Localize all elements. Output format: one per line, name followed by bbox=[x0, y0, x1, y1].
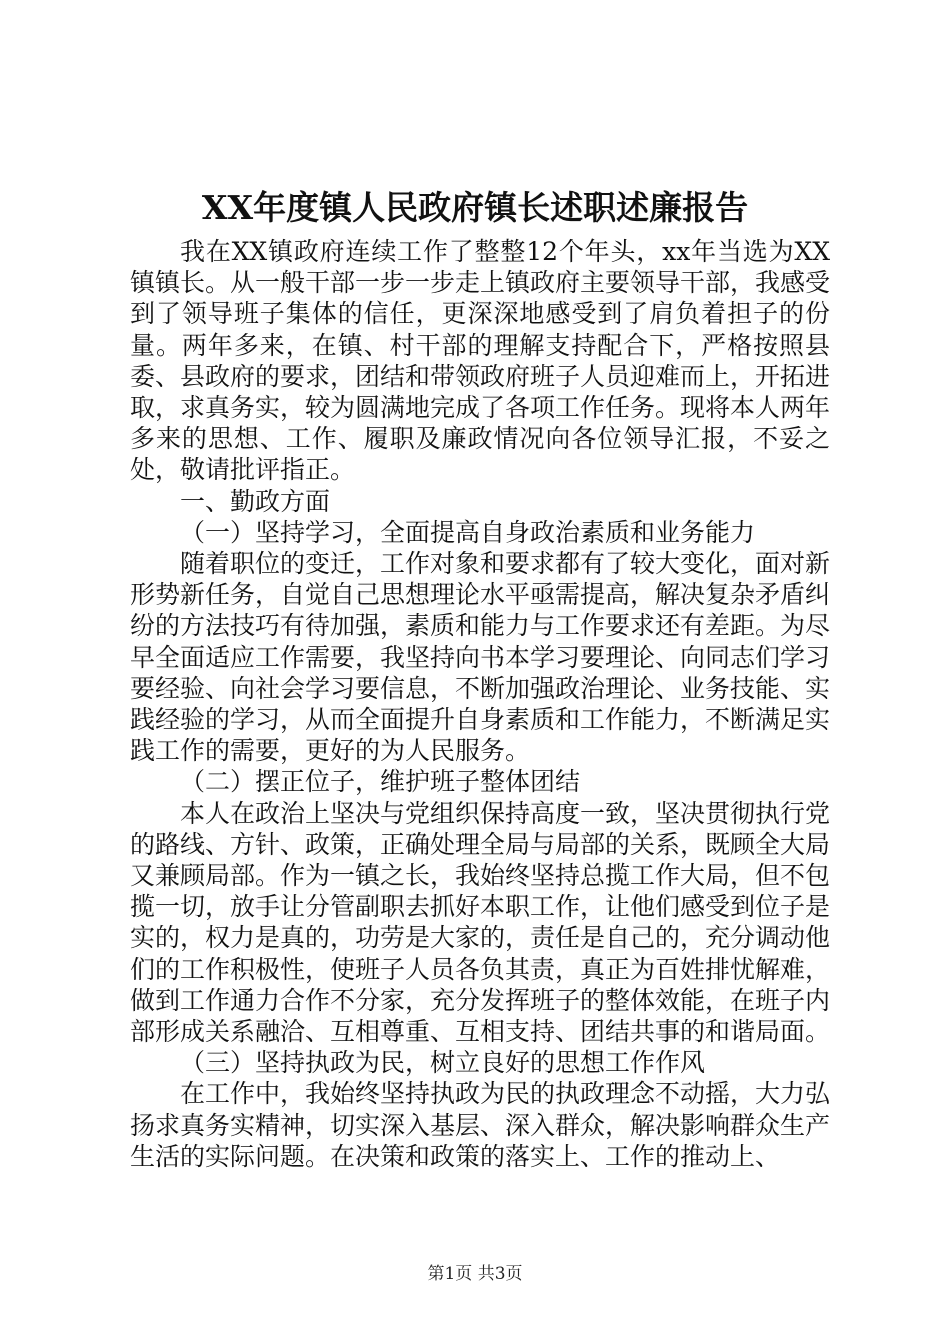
subsection-heading-3: （三）坚持执政为民，树立良好的思想工作作风 bbox=[180, 1048, 706, 1078]
body-paragraph-2: 本人在政治上坚决与党组织保持高度一致，坚决贯彻执行党的路线、方针、政策，正确处理全局与局部的关系，既顾全大局又兼顾局部。作为一镇之长，我始终坚持总揽工作大局，但不包揽一切，放手让分管副职去抓好本职工作，让他们感受到位子是实的，权力是真的，功劳是大家的，责任是自己的，充分调动他们的工作积极性，使班子人员各负其责，真正为百姓排忧解难，做到工作通力合作不分家，充分发挥班子的整体效能，在班子内部形成关系融洽、互相尊重、互相支持、团结共事的和谐局面。 bbox=[130, 798, 831, 1047]
intro-paragraph: 我在XX镇政府连续工作了整整12个年头，xx年当选为XX镇镇长。从一般干部一步一步走上镇政府主要领导干部，我感受到了领导班子集体的信任，更深深地感受到了肩负着担子的份量。两年多来，在镇、村干部的理解支持配合下，严格按照县委、县政府的要求，团结和带领政府班子人员迎难而上，开拓进取，求真务实，较为圆满地完成了各项工作任务。现将本人两年多来的思想、工作、履职及廉政情况向各位领导汇报，不妥之处，敬请批评指正。 bbox=[130, 237, 831, 485]
document-title: XX年度镇人民政府镇长述职述廉报告 bbox=[201, 188, 749, 227]
section-heading-1: 一、勤政方面 bbox=[180, 486, 331, 516]
subsection-heading-2: （二）摆正位子，维护班子整体团结 bbox=[180, 767, 581, 797]
body-paragraph-3: 在工作中，我始终坚持执政为民的执政理念不动摇，大力弘扬求真务实精神，切实深入基层、深入群众，解决影响群众生产生活的实际问题。在决策和政策的落实上、工作的推动上、 bbox=[130, 1079, 831, 1171]
document-body bbox=[130, 236, 830, 1172]
body-paragraph-1: 随着职位的变迁，工作对象和要求都有了较大变化，面对新形势新任务，自觉自己思想理论水平亟需提高，解决复杂矛盾纠纷的方法技巧有待加强，素质和能力与工作要求还有差距。为尽早全面适应工作需要，我坚持向书本学习要理论、向同志们学习要经验、向社会学习要信息，不断加强政治理论、业务技能、实践经验的学习，从而全面提升自身素质和工作能力，不断满足实践工作的需要，更好的为人民服务。 bbox=[130, 549, 831, 766]
page-footer: 第1页 共3页 bbox=[427, 1264, 523, 1284]
subsection-heading-1: （一）坚持学习，全面提高自身政治素质和业务能力 bbox=[180, 517, 756, 547]
